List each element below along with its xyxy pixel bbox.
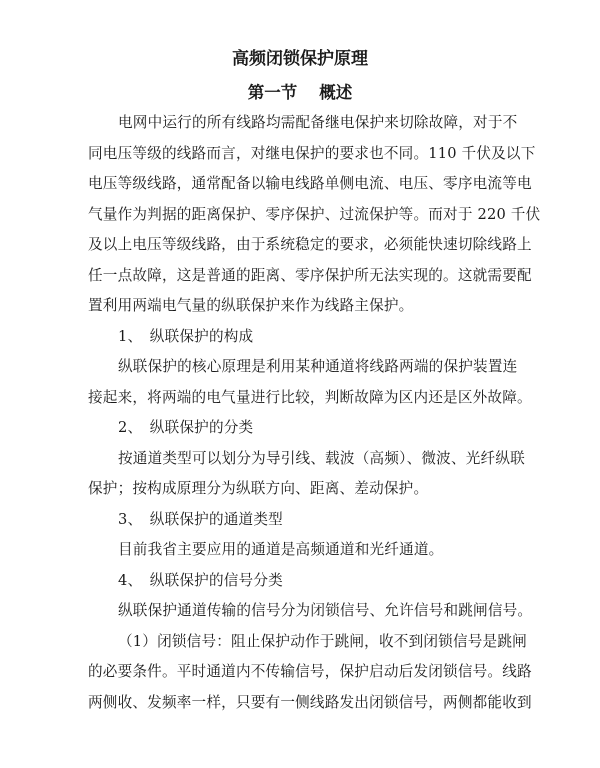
paragraph-line: 纵联保护通道传输的信号分为闭锁信号、允许信号和跳闸信号。 [118, 602, 533, 619]
subsection-heading: 1、 纵联保护的构成 [118, 327, 254, 345]
paragraph-line: 纵联保护的核心原理是利用某种通道将线路两端的保护装置连 [118, 358, 518, 375]
paragraph-line: 的必要条件。平时通道内不传输信号，保护启动后发闭锁信号。线路 [88, 663, 532, 680]
section-heading [0, 79, 600, 103]
subsection-heading: 3、 纵联保护的通道类型 [118, 510, 283, 528]
paragraph-line: （1）闭锁信号：阻止保护动作于跳闸，收不到闭锁信号是跳闸 [118, 632, 527, 650]
paragraph-line: 按通道类型可以划分为导引线、载波（高频）、微波、光纤纵联 [118, 449, 525, 467]
paragraph-line: 气量作为判据的距离保护、零序保护、过流保护等。而对于 220 千伏 [88, 205, 541, 223]
paragraph-line: 接起来，将两端的电气量进行比较，判断故障为区内还是区外故障。 [88, 388, 532, 406]
paragraph-line: 同电压等级的线路而言，对继电保护的要求也不同。110 千伏及以下 [88, 144, 536, 162]
paragraph-line: 电压等级线路，通常配备以输电线路单侧电流、电压、零序电流等电 [88, 175, 532, 192]
paragraph-line: 电网中运行的所有线路均需配备继电保护来切除故障，对于不 [118, 114, 518, 131]
paragraph-line: 置利用两端电气量的纵联保护来作为线路主保护。 [88, 297, 414, 314]
paragraph-line: 任一点故障，这是普通的距离、零序保护所无法实现的。这就需要配 [88, 266, 532, 284]
subsection-heading: 4、 纵联保护的信号分类 [118, 571, 283, 589]
section-number: 第一节 [247, 83, 298, 102]
paragraph-line: 两侧收、发频率一样，只要有一侧线路发出闭锁信号，两侧都能收到 [88, 693, 532, 711]
document-body [88, 108, 541, 718]
document-title: 高频闭锁保护原理 [232, 49, 368, 69]
section-name: 概述 [319, 83, 353, 102]
paragraph-line: 目前我省主要应用的通道是高频通道和光纤通道。 [118, 541, 444, 558]
subsection-heading: 2、 纵联保护的分类 [118, 419, 254, 436]
paragraph-line: 保护；按构成原理分为纵联方向、距离、差动保护。 [88, 480, 429, 497]
paragraph-line: 及以上电压等级线路，由于系统稳定的要求，必须能快速切除线路上 [88, 236, 532, 253]
